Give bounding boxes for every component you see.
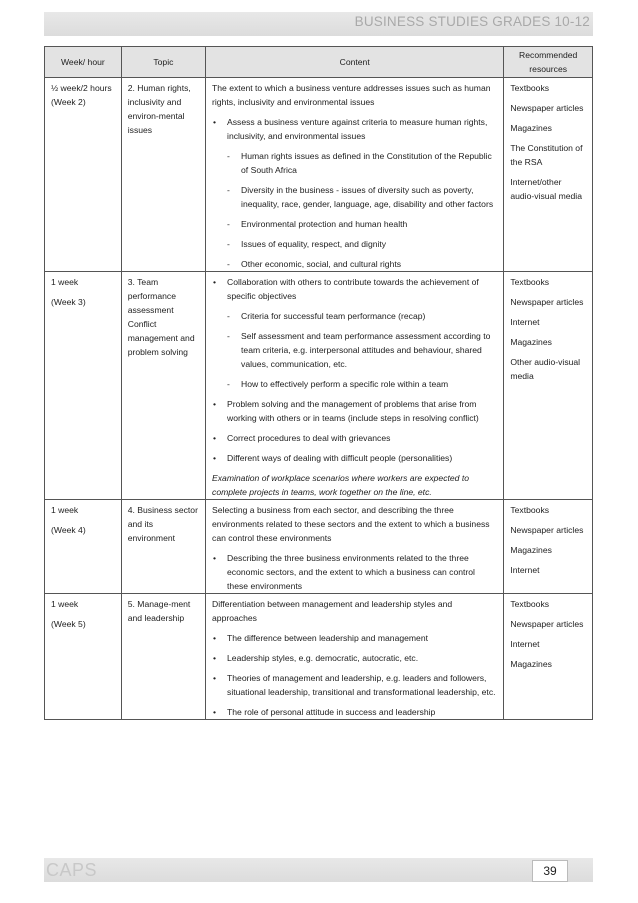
- bullet-item: • The role of personal attitude in success and leadership: [212, 705, 498, 719]
- week-text: 1 week: [51, 505, 79, 515]
- bullet-item: • Different ways of dealing with difficult people (personalities): [212, 451, 498, 465]
- content-intro: Differentiation between management and leadership styles and approaches: [212, 599, 453, 623]
- week-cell: [45, 78, 122, 272]
- table-row: [45, 78, 593, 272]
- topic-cell: [121, 78, 205, 272]
- content-intro: Selecting a business from each sector, and describing the three environments related to these sectors and the extent to which a business can control these environments: [212, 505, 490, 543]
- resource-item: Textbooks: [510, 599, 550, 609]
- content-cell: [206, 272, 504, 500]
- italic-note: Examination of workplace scenarios where workers are expected to complete projects in teams, work together on the line, etc.: [212, 473, 470, 497]
- page-header-title: BUSINESS STUDIES GRADES 10-12: [354, 14, 590, 29]
- header-week: Week/ hour: [45, 47, 122, 78]
- dash-item: - Human rights issues as defined in the Constitution of the Republic of South Africa: [212, 149, 498, 177]
- resource-item: Other audio-visual media: [510, 357, 581, 381]
- content-cell: [206, 78, 504, 272]
- week-cell: [45, 272, 122, 500]
- table-row: [45, 500, 593, 594]
- dash-item: - Self assessment and team performance assessment according to team criteria, e.g. interpersonal attitudes and behaviour, shared values, communication, etc.: [212, 329, 498, 371]
- content-intro: The extent to which a business venture addresses issues such as human rights, inclusivity and environmental issues: [212, 83, 491, 107]
- bullet-item: • Describing the three business environments related to the three economic sectors, and the extent to which a business can control these environments: [212, 551, 498, 593]
- table-row: [45, 594, 593, 720]
- resource-item: The Constitution of the RSA: [510, 143, 583, 167]
- week-number: (Week 3): [51, 297, 86, 307]
- bullet-item: • Leadership styles, e.g. democratic, autocratic, etc.: [212, 651, 498, 665]
- resource-item: Internet: [510, 565, 540, 575]
- resource-item: Magazines: [510, 659, 552, 669]
- resource-item: Textbooks: [510, 83, 550, 93]
- topic-cell: [121, 500, 205, 594]
- bullet-list: [212, 115, 498, 271]
- resource-item: Newspaper articles: [510, 619, 584, 629]
- resources-cell: [504, 594, 593, 720]
- bullet-item: [212, 115, 498, 271]
- bullet-item: [212, 275, 498, 391]
- week-text: 1 week: [51, 599, 79, 609]
- resource-item: Internet: [510, 317, 540, 327]
- bullet-list: [212, 275, 498, 465]
- bullet-item: • Theories of management and leadership, e.g. leaders and followers, situational leadership, transitional and transformational leadership, etc.: [212, 671, 498, 699]
- dash-item: - Diversity in the business - issues of diversity such as poverty, inequality, race, gender, language, age, disability and other factors: [212, 183, 498, 211]
- resource-item: Internet: [510, 639, 540, 649]
- resources-cell: [504, 272, 593, 500]
- resources-cell: [504, 78, 593, 272]
- content-cell: [206, 500, 504, 594]
- bullet-list: [212, 631, 498, 719]
- resource-item: Internet/other audio-visual media: [510, 177, 582, 201]
- week-text: ½ week/2 hours (Week 2): [51, 83, 112, 107]
- dash-item: - Environmental protection and human health: [212, 217, 498, 231]
- resource-item: Newspaper articles: [510, 103, 584, 113]
- table-header-row: [45, 47, 593, 78]
- bullet-text: Collaboration with others to contribute towards the achievement of specific objectives: [227, 277, 479, 301]
- week-cell: [45, 500, 122, 594]
- resource-item: Textbooks: [510, 277, 550, 287]
- resource-item: Newspaper articles: [510, 297, 584, 307]
- topic-cell: [121, 272, 205, 500]
- week-number: (Week 4): [51, 525, 86, 535]
- header-content: Content: [206, 47, 504, 78]
- topic-text: 4. Business sector and its environment: [127, 505, 198, 543]
- bullet-item: • Problem solving and the management of problems that arise from working with others or in teams (include steps in resolving conflict): [212, 397, 498, 425]
- bullet-item: • Correct procedures to deal with grievances: [212, 431, 498, 445]
- header-topic: Topic: [121, 47, 205, 78]
- resource-item: Textbooks: [510, 505, 550, 515]
- resources-cell: [504, 500, 593, 594]
- topic-text: 2. Human rights, inclusivity and environ-mental issues: [127, 83, 191, 135]
- resource-item: Magazines: [510, 337, 552, 347]
- table-row: [45, 272, 593, 500]
- footer-caps-label: CAPS: [46, 860, 98, 880]
- dash-list: [212, 149, 498, 271]
- dash-item: - Other economic, social, and cultural rights: [212, 257, 498, 271]
- week-cell: [45, 594, 122, 720]
- header-resources: Recommended resources: [504, 47, 593, 78]
- bullet-list: [212, 551, 498, 593]
- week-text: 1 week: [51, 277, 79, 287]
- week-number: (Week 5): [51, 619, 86, 629]
- content-cell: [206, 594, 504, 720]
- footer-bar: [44, 858, 593, 882]
- page-number: 39: [532, 860, 568, 882]
- bullet-item: • The difference between leadership and management: [212, 631, 498, 645]
- dash-item: - Criteria for successful team performance (recap): [212, 309, 498, 323]
- dash-item: - Issues of equality, respect, and dignity: [212, 237, 498, 251]
- bullet-text: Assess a business venture against criteria to measure human rights, inclusivity, and environmental issues: [227, 117, 488, 141]
- resource-item: Magazines: [510, 123, 552, 133]
- dash-item: - How to effectively perform a specific role within a team: [212, 377, 498, 391]
- curriculum-table: [44, 46, 593, 720]
- topic-text: 3. Team performance assessment Conflict management and problem solving: [127, 277, 195, 357]
- resource-item: Magazines: [510, 545, 552, 555]
- resource-item: Newspaper articles: [510, 525, 584, 535]
- topic-cell: [121, 594, 205, 720]
- dash-list: [212, 309, 498, 391]
- topic-text: 5. Manage-ment and leadership: [127, 599, 191, 623]
